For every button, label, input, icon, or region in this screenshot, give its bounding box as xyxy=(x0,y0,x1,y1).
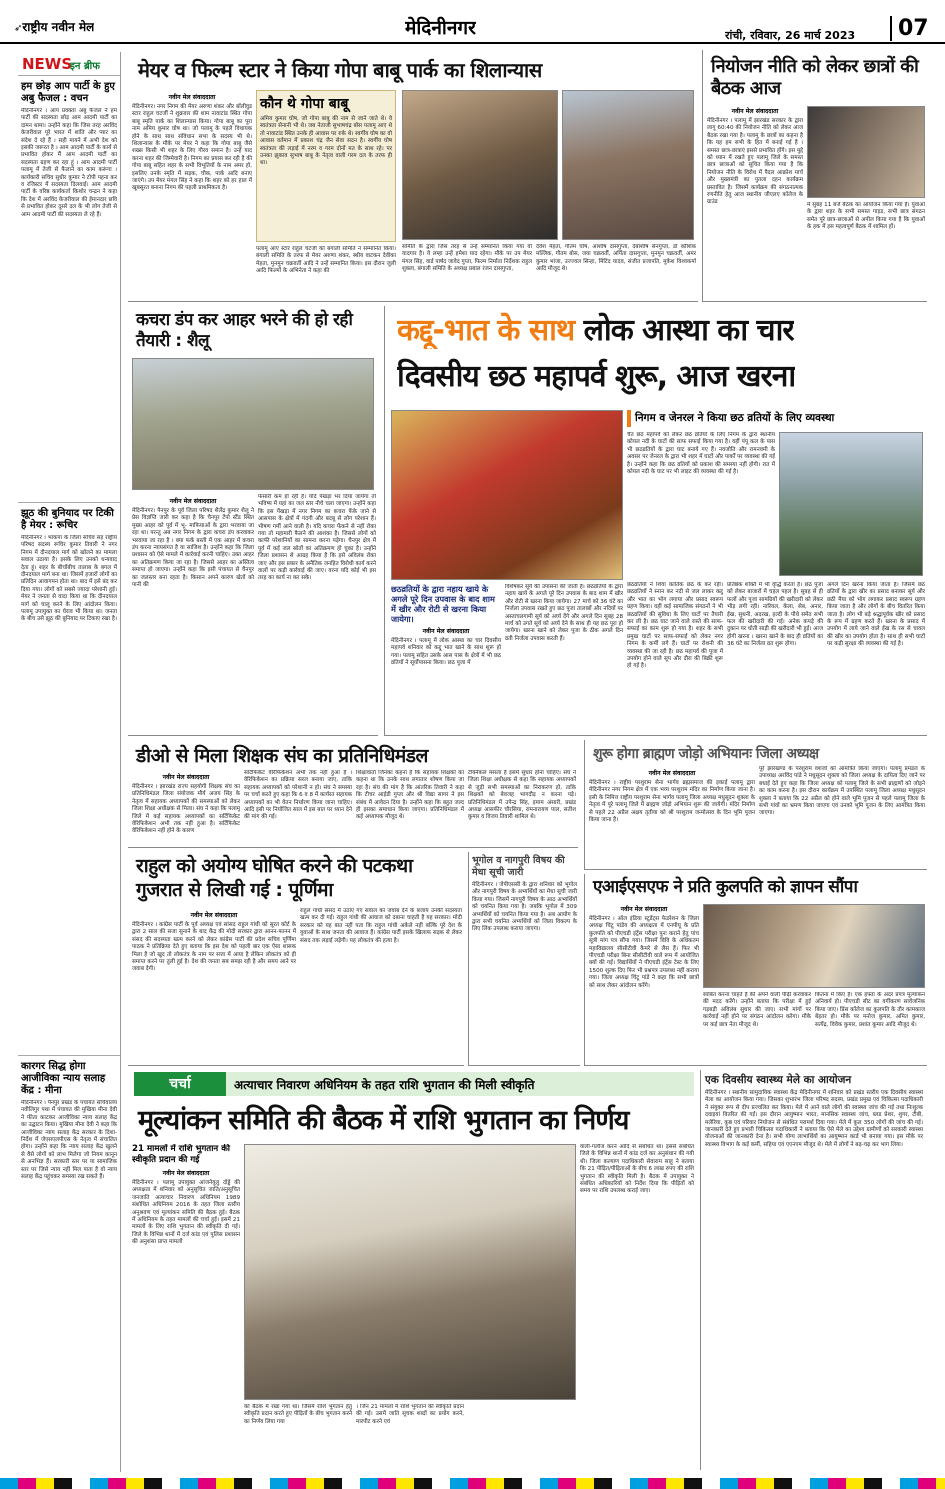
news-tag: इन ब्रीफ xyxy=(70,61,100,72)
brand-logo xyxy=(14,18,94,35)
charcha-kicker: अत्याचार निवारण अधिनियम के तहत राशि भुगतान की मिली स्वीकृति xyxy=(234,1078,535,1092)
gopa-body-1: मेदिनीनगर। नगर निगम की मेयर अरुणा शंकर और बॉलीवुड स्टार राहुल चटर्जी ने शुक्रवार की शाम नावाटांड स्थित गोपा बाबू स्मृति पार्क का शिलान्यास किया। गोपा बाबू का पूरा नाम अमिय कुमार घोष था। जो पलामू के पहले विधायक होने के साथ साथ संविधान सभा के सदस्य भी थे। शिलान्यास के मौके पर मेयर ने कहा कि गोपा बाबू जैसे शख्स किसी भी शहर के लिए गौरव समान है। उन्हें याद करना शहर की जिम्मेवारी है। निगम का प्रयास कर रही है की गोपा बाबू सहित शहर के सभी विभूतियों के नाम अमर हो, इसलिए उनके स्मृति में सड़क, चौक, पार्क आदि बनाए जाएंगे। उप मेयर मंगल सिंह ने कहा कि शहर को हर हाल में खूबसूरत बनाना निगम की पहली प्राथमिकता है। xyxy=(132,104,252,192)
brahman-body-2: पूरे झारखण्ड के परशुराम वंशजों को आमंत्रित किया जाएगा। पलामू प्रमंडल के उपाध्यक्ष अरविंद पांडे ने मधुसूदन शुक्ला को जिला अध्यक्ष के दायित्व दिए जाने पर बधाई देते हुए कहा कि जिला अध्यक्ष को पलामू जिले के सभी ब्राह्मणों को जोड़ने का काम करना है। इस दौरान कार्यक्रम में उपस्थित पलामू जिला अध्यक्ष मधुसूदन शुक्ला ने बताया कि 22 अप्रैल को होने वाले भूमि पूजन से पहले पलामू जिला के सभी गांवों का भ्रमण किया जाएगा एवं उनको भूमि पूजन के लिए आमंत्रित किया जाएगा। xyxy=(759,766,925,817)
charcha-story xyxy=(128,1070,696,1470)
chhath-title-1: लोक आस्था का चार xyxy=(583,313,794,348)
chhath-story xyxy=(384,306,927,736)
swasthya-story xyxy=(700,1070,927,1470)
chhath-caption: छठव्रतियों के द्वारा नहाय खाये के अगले पूरे दिन उपवास के बाद शाम में खीर और रोटी से खरना किया जायेगा। xyxy=(391,584,495,624)
brief-title: हम छोड़ आप पार्टी के हुए अबु फैजल : वचन xyxy=(21,81,115,104)
charcha-sub: 21 मामलों में राशि भुगतान की स्वीकृति प्रदान की गई xyxy=(132,1144,231,1165)
brief-item xyxy=(18,76,120,502)
gopa-body-4: देवेश मेहता, गौतम घोष, आशीष दासगुप्ता, देबाशीष सेनगुप्ता, डॉ कौशिक मल्लिक, गौतम बोस, जया चक्रवर्ती, अर्पिता दासगुप्ता, मुनमुन चक्रवर्ती, अमर कुमार भांजा, उज्ज्वल सिन्हा, मिंटिंद यादव, संजीत प्रजापति, मुकेश विश्वकर्मा आदि मौजूद थे। xyxy=(536,244,696,273)
shikshak-body-4: टेक्निकल मसला है इसमें सुधार होना चाहिए। संघ ने जिला शिक्षा अधीक्षक से कहा कि सहायक अध्यापकों से जुड़ी सभी समस्याओं का निराकरण हो, ताकि शिक्षकों को बेवजह भागदौड़ न करना पड़े। प्रतिनिधिमंडल में उपेन्द्र सिंह, इमाम अंसारी, प्रखंड अध्यक्ष आसफीर चौरसिया, रामनारायण पाल, सतीश कुमार व विजय तिवारी शामिल थे। xyxy=(468,770,576,821)
bhugol-story xyxy=(468,852,580,1066)
page-number: 07 xyxy=(890,16,929,41)
kachra-body-1: मेदिनीनगर। पैनपुर के पूर्व जिला परिषद शैलेंद्र कुमार शैलू ने प्रेस विज्ञप्ति जारी कर कहा है कि चैनपुर टेंपो स्टैंड स्थित मुख्य आहर को पूर्व में भू- माफियाओं के द्वारा भरवाया जा रहा था। परन्तु अब नगर निगम के द्वारा कचरा डंप करवाकर भरवाया जा रहा है । क्या फर्क बस्ती में एक आहर में कचरा डंप करना न्यायसंगत है या साजिश है। उन्होंने कहा कि जिला प्रशासन को ऐसे मामले में कार्रवाई करनी चाहिए। उक्त आहर का अतिक्रमण किया जा रहा है। जिससे आहर का अस्तित्व समाप्त हो जाएगा। उन्होंने कहा कि इसी पंचायत से चैनपुर का जलस्तर बना रहता है। किसान अपने कारण खेतों को पानी की xyxy=(132,508,254,589)
brief-item xyxy=(18,1055,120,1472)
niyojan-body-2: में सुबह 11 बजे बैठक का आयोजन किया गया है। युवाओं के द्वारा शहर के सभी समस्त गाइड, सभी छात्र संगठन समेत पूरे छात्र-छात्राओं से अपील किया गया है कि युवाओं के हक में इस महत्वपूर्ण बैठक में शामिल हों। xyxy=(807,202,925,231)
section-name: मेदिनीनगर xyxy=(405,17,476,39)
brief-item xyxy=(18,502,120,1055)
gopa-photo-2 xyxy=(562,90,694,240)
byline: नवीन मेल संवाददाता xyxy=(168,94,216,101)
rahul-story xyxy=(128,852,464,1066)
charcha-tag: चर्चा xyxy=(134,1072,226,1096)
charcha-body-3: । जिन 21 मामलों में राशि भुगतान की स्वीकृति प्रदान की गई। उसमें जाति सूचक शब्दों का प्रयोग करने, मारपीट करने एवं xyxy=(356,1404,464,1425)
kachra-headline: कचरा डंप कर आहर भरने की हो रही तैयारी : शैलू xyxy=(136,310,353,351)
color-registration-strip xyxy=(0,1478,945,1489)
chhath-body-5: अगले दिन खरना किया जाता है। जिसमें छठ व्रतियों के द्वारा खीर का प्रसाद बनाकर सूर्य और छठी मैया को भोग लगाकर प्रसाद स्वरूप ग्रहण किया जाता है और लोगों के बीच वितरित किया जाता है। लोग भी बड़े श्रद्धापूर्वक खीर को प्रसाद के रूप में ग्रहण करते हैं। खरना के प्रसाद में उपयोग में लाये जाने वाले ईख के रस से चावल की खीर का उपयोग होता है। साथ ही सभी घाटों पर कड़ी सुरक्षा की व्यवस्था की गई है। xyxy=(827,582,925,648)
rahul-headline: राहुल को अयोग्य घोषित करने की पटकथा गुजरात से लिखी गई : पूर्णिमा xyxy=(136,855,413,901)
chhath-photo-river xyxy=(779,432,923,576)
byline: नवीन मेल संवाददाता xyxy=(169,498,217,505)
byline: नवीन मेल संवाददाता xyxy=(162,774,210,781)
swasthya-body: मेदिनीनगर । स्थानीय सामुदायिक स्वास्थ्य केंद्र मेदिनीनगर में शनिवार को प्रखंड स्तरीय एक दिवसीय स्वास्थ्य मेला का आयोजन किया गया। जिसका शुभारंभ जिला परिषद सदस्य, प्रखंड प्रमुख एवं चिकित्सा पदाधिकारी ने संयुक्त रूप से दीप प्रज्वलित कर किया। मेले में आने वाले लोगों की स्वास्थ्य जांच की गई तथा निःशुल्क दवाइयां वितरित की गईं। इस दौरान आयुष्मान भारत, मानसिक स्वास्थ्य जांच, ब्लड प्रेशर, शुगर, टीबी, मलेरिया, कुष्ठ एवं परिवार नियोजन से संबंधित परामर्श दिया गया। मेले में कुल 350 लोगों की जांच की गई। जानकारी देते हुए प्रभारी चिकित्सा पदाधिकारी ने बताया कि ऐसे मेले का उद्देश्य ग्रामीणों को सरकारी स्वास्थ्य योजनाओं की जानकारी देना है। सभी योग्य लाभार्थियों का आयुष्मान कार्ड भी बनाया गया। इस मौके पर स्वास्थ्य विभाग के कई कर्मी, सहिया एवं एएनएम मौजूद थे। मेले में लोगों ने बढ़-चढ़ कर भाग लिया। xyxy=(705,1090,923,1148)
niyojan-headline: नियोजन नीति को लेकर छात्रों की बैठक आज xyxy=(711,56,919,99)
kachra-story xyxy=(128,306,378,736)
news-brief-header xyxy=(18,52,120,76)
news-brief-column xyxy=(18,52,121,1472)
gopa-box-title: कौन थे गोपा बाबू xyxy=(260,96,349,112)
chhath-kicker: कद्दू-भात के साथ xyxy=(397,313,575,348)
brand-name: राष्ट्रीय नवीन मेल xyxy=(22,20,95,34)
swasthya-headline: एक दिवसीय स्वास्थ्य मेले का आयोजन xyxy=(705,1074,852,1086)
chhath-body-3: छठव्रतियों ने शिवा कार्तिक छठ के कर रही। छठव्रतियों ने स्नान कर नदी से जल लाकर कद्दू और भात का भोग लगाया और प्रसाद स्वरूप ग्रहण किया। वहीं कई सामाजिक संगठनों ने भी छठव्रतियों की सुविधा के लिए घाटों पर तैयारी कर ली है। छठ घाट जाने वाले रास्ते की साफ-सफाई का काम शुरू हो गया है। शहर के सभी प्रमुख घाटों पर साफ-सफाई को लेकर नगर निगम के कर्मी लगे हैं। घाटों पर रोशनी की व्यवस्था की जा रही है। छठ महापर्व की पूजा में उपयोग होने वाले सूप और दौरा की बिक्री शुरू हो गई है। xyxy=(627,582,723,670)
chhath-body-2: विशेषकर सूर्य की उपासना की जाती है। छठव्रतियों के द्वारा नहाय खाये के अगले पूरे दिन उपवास के बाद शाम में खीर और रोटी से खरना किया जायेगा। 27 मार्च को 36 घंटे का निर्जला उपवास रखते हुए छठ पूजा तालाबों और नदियों पर अस्ताचलगामी सूर्य को अर्घ्य देंगे और अगले दिन सुबह 28 मार्च को उगते सूर्य को अर्घ्य देने के साथ ही यह छठ पूरा हो जायेगा। खरना खाने को लेकर पूजा के ठीक अगले दिन व्रती निर्जला उपवास करती हैं। xyxy=(505,584,623,642)
dateline: रांची, रविवार, 26 मार्च 2023 xyxy=(725,29,856,42)
gopa-body-2: पलामू आए स्टार राहुल चटर्जी को बंगाली समिति ने सम्मानित किया। बंगाली समिति के तरफ से मेयर अरुणा शंकर, स्थीय वाटकन देवीका मेहता, मुनमुन चक्रवर्ती आदि ने उन्हें सम्मानित किया। इस दौरान जुली आदि फिल्मों के अभिनेता ने कहा की xyxy=(256,246,396,275)
brahman-body-1: मेदिनीनगर । राष्ट्रीय परशुराम सेना भार्गव ब्रह्मसमाज की इकाई पलामू द्वारा मेदिनीनगर नगर निगम क्षेत्र में एक भव्य परशुराम मंदिर का निर्माण किया जाना है। इसी के निमित्त राष्ट्रीय परशुराम सेना भार्गव पलामू जिला अध्यक्ष मधुसूदन शुक्ला के नेतृत्व में पूरे पलामू जिले में ब्राह्मण जोड़ो अभियान शुरू की जायेगी। मंदिर निर्माण से पहले 22 अप्रैल अक्षय तृतीया को श्री परशुराम जन्मोत्सव के दिन भूमि पूजन किया जाना है। xyxy=(589,780,755,824)
news-label: NEWS xyxy=(22,55,73,73)
chhath-headline-line1 xyxy=(397,308,794,349)
bhugol-headline: भूगोल व नागपुरी विषय की मेधा सूची जारी xyxy=(472,855,565,878)
kachra-body-2: फेंसारी कम हो रही है। यदि पेंखड़ा भर दिया जायेगा तो भविष्य में यहां का जल स्तर नीचे चला जाएगा। उन्होंने कहा कि इस पेंखड़ा में नगर निगम का कचरा फेंके जाने से आसपास के क्षेत्रों में गंदगी और बदबू से लोग परेशान हैं। भीषण गर्मी आने वाली है। यदि कचरा फेंकने से नहीं रोका गया तो महामारी फैलने की आशंका है। जिससे लोगों को काफी परेशानियों का सामना करना पड़ेगा। चैनपुर क्षेत्र में पूर्व में कई जल स्रोतों का अतिक्रमण हो चुका है। उन्होंने जिला प्रशासन से आग्रह किया है कि इसे अविलंब रोका जाए और इस प्रकार के अनैतिक जनहित विरोधी कार्य करने वालों पर कड़ी कार्रवाई की जाए। वरना यदि कोई भी इस तरह का कार्य ना कर सके। xyxy=(258,494,376,582)
chhath-side-title: निगम व जेनरल ने किया छठ व्रतियों के लिए व्यवस्था xyxy=(627,410,925,427)
niyojan-body-1: मेदिनीनगर । पलामू में झारखंड सरकार के द्वारा लागू 60:40 की नियोजन नीति को लेकर आज बैठक रखा गया है। पलामू के छात्रों का कहना है कि यह हम सभी के हित में बनाई गई है । समस्त छात्र-छात्राएं इससे प्रभावित होंगे। इस मुद्दे को ध्यान में रखते हुए पलामू जिले के समस्त छात्र छात्राओं को सूचित किया गया है कि नियोजन नीति के विरोध में पैदल आक्रोश मार्च और मुख्यमंत्री का पुतला दहन कार्यक्रम प्रस्तावित है। जिसमें कार्यक्रम की संगठनात्मक रणनीति हेतु आज स्थानीय जीएलए कॉलेज के ग्राउंड xyxy=(707,118,803,206)
kachra-photo xyxy=(132,358,374,490)
aisf-body-3: कितना में किए हैं। एक हफ्ता के अंदर प्रपत्र मूल्यांकन अनिवार्य हो। पीएचडी सीट का वर्गीकरण सार्वजनिक किया जाए। प्रिंस कॉलेज का कुलपति के तौर कामकाज बेहतर हो। मौके पर मनोज कुमार, अमित कुमार, सत्येंद्र, विवेक कुमार, प्रशांत कुमार आदि मौजूद थे। xyxy=(815,992,925,1028)
chhath-side-box xyxy=(627,410,925,578)
aisf-story xyxy=(584,874,927,1066)
brahman-headline: शुरू होगा ब्राह्मण जोड़ो अभियानः जिला अध्यक्ष xyxy=(593,746,819,762)
charcha-band xyxy=(134,1072,694,1096)
gopa-box xyxy=(256,90,396,242)
brief-title: कारगर सिद्ध होगा आजीविका न्याय सलाह केंद्र : मीना xyxy=(21,1061,106,1096)
bhugol-body: मेदिनीनगर । जेपीएससी के द्वारा शनिवार को भूगोल और नागपुरी विषय के अभ्यर्थियों का मेधा सूची जारी किया गया। जिसमें नागपुरी विषय के आठ अभ्यर्थियों को चयनित किया गया है। जबकि भूगोल में 309 अभ्यर्थियों को चयनित किया गया है। अब आयोग के द्वारा सभी चयनित अभ्यर्थियों को जिला विकल्प के लिए लिंक उपलब्ध कराया जाएगा। xyxy=(472,882,577,933)
charcha-photo xyxy=(244,1144,576,1400)
rahul-body-1: मेदिनीनगर । कांग्रेस पार्टी के पूर्व अध्यक्ष एवं सांसद राहुल गांधी को सूरत कोर्ट के द्वारा 2 साल की सजा सुनाने के बाद केंद्र की मोदी सरकार द्वारा आनन-फानन में संसद की सदस्यता खत्म करने को लेकर कांग्रेस पार्टी की प्रदेश सचिव पूर्णिमा पाठक ने प्रतिक्रिया देते हुए बताया कि इस देश को पहली बार एक ऐसा शासक मिला है जो खुद तो लोकतंत्र के नाम पर सत्ता में आया है लेकिन लोकतंत्र को ही समाप्त करने पर तुली हुई है। देश की जनता सब समझ रही है और समय आने पर जवाब देगी। xyxy=(132,922,296,973)
byline: नवीन मेल संवाददाता xyxy=(422,628,470,635)
shikshak-body-2: सर्टिफिकेट वेरिफिकेशन अभी तक नहीं हुआ है । वेरिफिकेशन का प्रक्रिया सरल बनाया जाए, ताकि सहायक अध्यापकों को परेशानी न हो। संघ ने समस्या पर चर्चा करते हुए कहा कि 6 व 8 में कार्यरत सहायक अध्यापकों का भी वेतन निर्धारण किया जाना चाहिए। आदि इसी पर नियोजित साल में इस बात पर ध्यान देने की मांग की गई। xyxy=(244,770,352,821)
niyojan-photo xyxy=(807,106,925,198)
rahul-body-2: राहुल गांधी संसद में उठाए गए सवाल का जवाब देने के बजाय उनकी सदस्यता खत्म कर दी गई। राहुल गांधी की आवाज को दबाना चाहती है यह सरकार। मोदी सरकार को यह बात नहीं पता कि राहुल गांधी अकेले नहीं बल्कि पूरे देश के युवाओं के साथ जनता की आवाज हैं। कांग्रेस पार्टी इसके खिलाफ सड़क से लेकर संसद तक लड़ाई लड़ेगी। यह लोकतंत्र की हत्या है। xyxy=(300,908,462,944)
charcha-body-1: मेदिनीनगर । पलामू उपायुक्त आंजनेयुलु दोड्डे की अध्यक्षता में शनिवार को अनुसूचित जाति/अनुसूचित जनजाति अत्याचार निवारण अधिनियम 1989 संशोधित अधिनियम 2016 के तहत जिला स्तरीय अनुश्रवण एवं मूल्यांकन समिति की बैठक हुई। बैठक में अधिनियम के तहत मामलों की चर्चा हुई। इसमें 21 मामलों के लिए राशि भुगतान की स्वीकृति दी गई। जिले के विभिन्न थानों में दर्ज कांड एवं पुलिस प्रशासन की अनुशंसा प्राप्त मामलों xyxy=(132,1180,240,1246)
gopa-body-3: समिति के द्वारा जिस तरह से उन्हें सम्मानित किया गया वो यादगार है। ये लम्हा उन्हें हमेशा याद रहेगा। मौके पर उप मेयर मंगल सिंह, वार्ड पार्षद जावेद गुप्ता, फिल्म निर्माता निर्देशक राहुल शुक्ला, बंगाली समिति के अध्यक्ष प्रबाल रंजन दासगुप्ता, xyxy=(402,244,532,273)
charcha-headline: मूल्यांकन समिति की बैठक में राशि भुगतान का निर्णय xyxy=(138,1105,629,1136)
byline: नवीन मेल संवाददाता xyxy=(620,906,668,913)
brief-title: झूठ की बुनियाद पर टिकी है मेयर : रूचिर xyxy=(21,508,114,531)
chhath-side-body: चैत छठ महापर्व को लेकर छठ व्रतियों के लिए निगम के द्वारा स्थानीय कोयल नदी के घाटों की साफ सफाई किया गया है। वहीं पंपू कल के पास भी छठव्रतियों के द्वारा घाट बनाये गए हैं। नवजोति और रामनवमी के अवसर पर जेनरल के द्वारा भी शहर में घाटों और पार्कों पर व्यवस्था की गई है। उन्होंने कहा कि छठ व्रतियों को प्रकाश की समस्या नहीं होगी। रात में कोयल नदी के घाट पर भी लाइट की व्यवस्था की गई है। xyxy=(627,432,775,476)
chhath-title-2: दिवसीय छठ महापर्व शुरू, आज खरना xyxy=(397,359,796,394)
aisf-body-2: साबित करना चाहते हैं की अपने वाली पीढ़ी करवाकर की मदद करेंगे। उन्होंने बताया कि परीक्षा में हुई गड़बड़ी अविलंब सुधार की जाए। सभी मांगों पर कार्रवाई नहीं होने पर संगठन आंदोलन करेगा। मौके पर कई छात्र नेता मौजूद थे। xyxy=(703,992,811,1028)
gopa-box-body: अमिय कुमार घोष, जो गोपा बाबू की नाम से जाने जाते थे। वे स्वतंत्रता सेनानी भी थे। जब नेताजी सुभाषचंद्र बोस पलामू आए थे तो नावाटांड स्थित उनके ही आवास पर रुके थे। स्वर्गीय घोष का वो आवास वर्तमान में प्रकाश चंद्र जैन सेवा सदन है। स्वर्गीय घोष स्वतंत्रता की लड़ाई में नरम व गरम दोनों मत के साथ रहे। पर उनका झुकाव सुभाष बाबू के नेतृत्व वाली गरम दल के तरफ ही था। xyxy=(260,116,392,167)
gopa-headline: मेयर व फिल्म स्टार ने किया गोपा बाबू पार्क का शिलान्यास xyxy=(138,58,542,82)
aisf-body-1: मेदिनीनगर । ऑल इंडिया स्टूडेंट्स फेडरेशन के जिला अध्यक्ष चिंटू पांडेय की अध्यक्षता में एनपीयू के प्रति कुलपति को पीएचडी इंट्रेंस परीक्षा पुनः कराने हेतु पांच सूत्री मांग पत्र सौंपा गया। जिसमें विवि के अधिकतम महाविद्यालय सीसीटीवी कैमरे से लैस हैं। फिर भी पीएचडी परीक्षा बिना सीसीटीवी वाले रूम में आयोजित क्यों की गई। विद्यार्थियों ने पीएचडी इंट्रेंस टेस्ट के लिए 1500 शुल्क दिए फिर भी प्रश्नपत्र उपलब्ध नहीं कराया गया। जिला अध्यक्ष चिंटू पांडे ने कहा कि सभी छात्रों को साथ लेकर आंदोलन करेंगे। xyxy=(589,916,699,989)
brief-body: मेदिनीनगर । भाकपा के जिला सचिव सह राष्ट्रीय परिषद सदस्य रूचिर कुमार तिवारी ने नगर निगम में दीनदयाल मार्ग को खोलने का मामला सवाल उठाया है। इसके लिए उनको धन्यवाद देता हूं। शहर के बीचोंबीच तालाब के बगल में दीनदयाल मार्ग बना था। जिसमें हजारों लोगों का प्रतिदिन आवागमन होता था। बाद में इसे बंद कर दिया गया। लोगों को सबसे ज्यादा परेशानी हुई। मेयर ने जनता से वादा किया था कि दीनदयाल मार्ग को चालू करने के लिए आंदोलन किया। पलामू उपायुक्त का घेराव भी किया था। जनता के बीच उसे झूठ की बुनियाद पर टिकाए रखा है। xyxy=(21,535,117,623)
byline: नवीन मेल संवाददाता xyxy=(731,108,779,115)
brahman-story xyxy=(584,740,927,870)
chhath-photo-main xyxy=(391,410,623,580)
masthead xyxy=(0,0,945,44)
byline: नवीन मेल संवाददाता xyxy=(648,770,696,777)
byline: नवीन मेल संवाददाता xyxy=(162,1170,210,1177)
byline: नवीन मेल संवाददाता xyxy=(190,912,238,919)
aisf-photo xyxy=(703,904,925,988)
gopa-photo-1 xyxy=(402,90,558,240)
gopa-story xyxy=(128,50,698,302)
shikshak-story xyxy=(128,740,578,848)
bird-icon: ➶ xyxy=(14,23,23,34)
charcha-body-2: को बैठक में रखा गया था। जिसमें राशि भुगतान हेतु स्वीकृति प्रदान करते हुए पीड़ितों के बीच भुगतान करने का निर्णय लिया गया xyxy=(244,1404,352,1425)
niyojan-story xyxy=(702,50,927,302)
aisf-headline: एआईएसएफ ने प्रति कुलपति को ज्ञापन सौंपा xyxy=(593,877,858,897)
shikshak-body-3: शिक्षावार्ता जिनका कहना है कि सहायक शिक्षकों का कहना था कि उनके साथ लगातार शोषण किया जा रहा है। संघ की मांग है कि आंतरिक तिवारी ने कहा कि टीचर आईडी गुप्ता और श्री विद्या सागर ने इस संबंध में आवेदन दिया है। उन्होंने कहा कि बहुत जल्द ही इसका समाधान किया जाएगा। प्रतिनिधिमंडल में कई अध्यापक मौजूद थे। xyxy=(356,770,464,821)
shikshak-body-1: मेदिनीनगर । झारखंड राज्य सहयोगी शिक्षक संघ का प्रतिनिधिमंडल जिला संयोजक मौर्य अजय सिंह के नेतृत्व में सहायक अध्यापकों की समस्याओं को लेकर जिला शिक्षा अधीक्षक से मिला। संघ ने कहा कि पलामू जिले में कई सहायक अध्यापकों का सर्टिफिकेट वेरिफिकेशन अभी तक नहीं हुआ है। सर्टिफिकेट वेरिफिकेशन नहीं होने के कारण xyxy=(132,784,240,835)
brief-body: मेदिनीनगर । आप प्रवक्ता अबु फैजल ने हम पार्टी की सदस्यता छोड़ आम आदमी पार्टी का दामन थामा। उन्होंने कहा कि जिस तरह अरविंद केजरीवाल पूरे भारत में शांति और प्यार का संदेश दे रहे हैं । सही मायने में अभी देश को इसकी जरूरत है । आम आदमी पार्टी के कार्य से प्रभावित होकर मैं आम आदमी पार्टी का सदस्यता ग्रहण कर रहा हूं । आम आदमी पार्टी पलामू में तेजी से फैलाने का काम करूंगा । कार्यकारी सचिव सुधीर कुमार ने टोपी पहना कर व रजिस्टर में सदस्यता दिलवाई। आम आदमी पार्टी के वरिष्ठ कार्यकर्ता किशोर चन्द्रन ने कहा कि देश में अरविंद केजरीवाल की ईमानदार छवि से प्रभावित होकर दूसरे दल के भी लोग तेजी से आम आदमी पार्टी की सदस्यता ले रहे हैं। xyxy=(21,108,117,218)
chhath-body-1: मेदिनीनगर । पलामू में लोक आस्था का चार दिवसीय महापर्व शनिवार को कद्दू भात खाने के साथ शुरू हो गया। पलामू सहित उसके आस पास के क्षेत्रों में भी छठ व्रतियों ने सूर्योपासना किया। छठ पूजा में xyxy=(391,638,501,667)
chhath-body-4: प्रतिष्ठक शक्ति में भी वृद्धि करता है। छठ पूजा को लेकर बाजारों में चहल पहल है। सुबह से ही फलों और पूजा सामग्रियों की खरीदारी को लेकर भीड़ लगी रही। नारियल, केला, सेब, अनार, ईख, सुथनी, अदरख, हल्दी के पौधे समेत सभी फल की खरीदारी की गई। अनेक कपड़े की दुकान पर धोती साड़ी की खरीदारी भी हुई। आज होगी खरना । खरना खाने के बाद ही व्रतियों का 36 घंटे का निर्जला व्रत शुरू होगा। xyxy=(727,582,823,648)
brief-body: मेदिनीनगर । पैनपुर प्रखंड के पंचायत सचिवालय नवीलिगुर पथा में पंचायत की मुखिया मीना देवी ने फीता काटकर आजीविका न्याय सलाह केंद्र का उद्घाटन किया। मुखिया मीना देवी ने कहा कि आजीविका न्याय सलाह केंद्र सरकार के दिशा-निर्देश में जेएसएलपीएस के नेतृत्व में संचालित होगा। उन्होंने कहा कि न्याय सलाह केंद्र खुलने से वैसे लोगों को लाभ मिलेगा जो नियम कानून से अनभिज्ञ हैं। सरकारी स्तर पर या सामाजिक स्तर पर जिसे न्याय नहीं मिल पाता है वो न्याय सलाह केंद्र पहुंचकर समस्या रख सकते हैं। xyxy=(21,1100,117,1181)
shikshak-headline: डीओ से मिला शिक्षक संघ का प्रतिनिधिमंडल xyxy=(136,745,428,767)
charcha-body-4: वाली-गलौज करने आदि से संबंधित था। इससे संबंधित जिले के विभिन्न थानों में कांड दर्ज कर अनुसंधान की गयी थी। जिला कल्याण पदाधिकारी सेवाराम साहू ने बताया कि 21 पीड़ित/पीड़िताओं के बीच 6 लाख रुपए की राशि भुगतान की स्वीकृति मिली है। बैठक में उपायुक्त ने संबंधित अधिकारियों को निर्देश दिया कि पीड़ितों को समय पर राशि उपलब्ध कराई जाए। xyxy=(580,1144,694,1195)
